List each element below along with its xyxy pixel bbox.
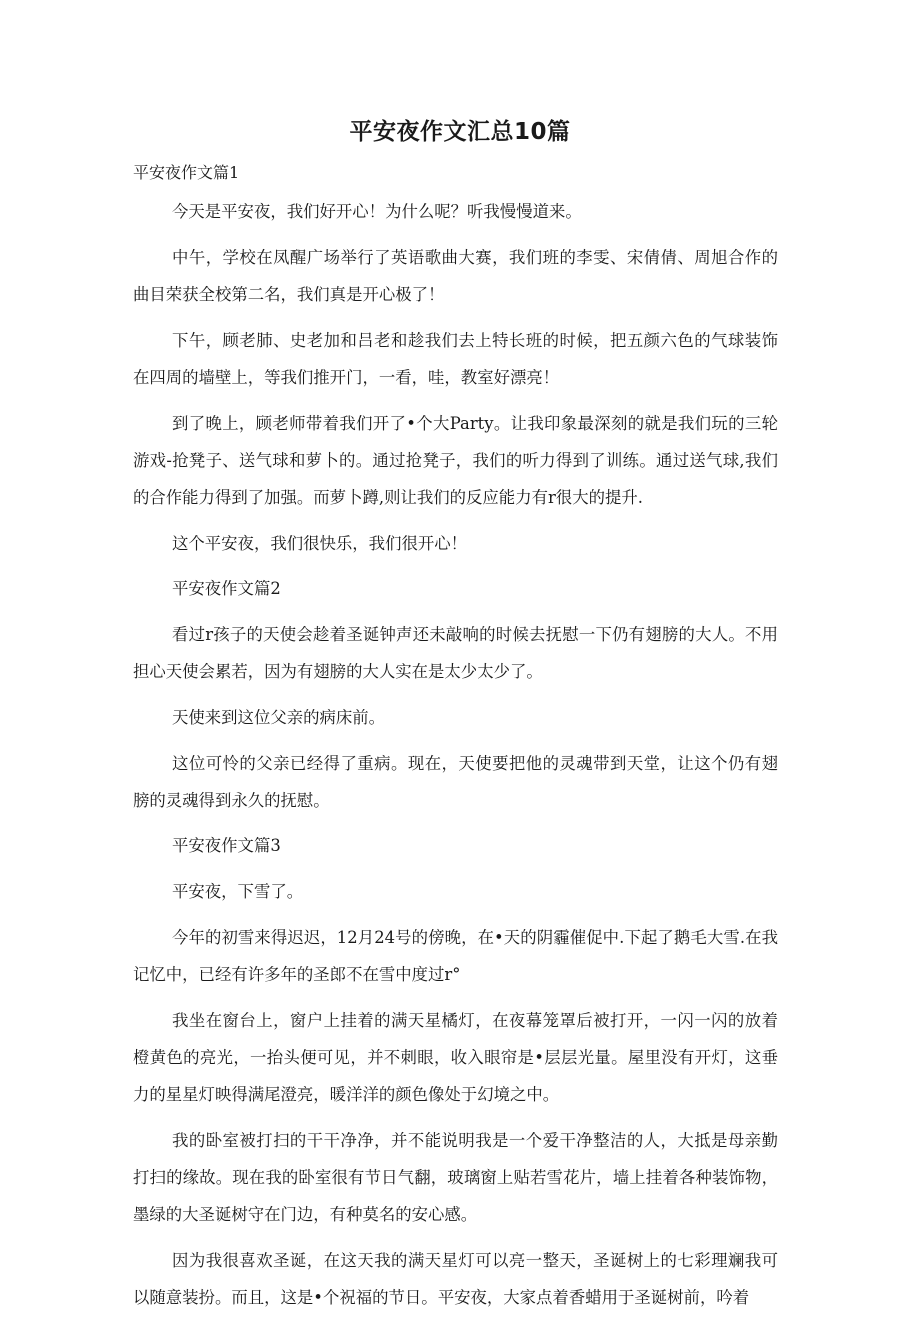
section-heading-1: 平安夜作文篇1 bbox=[133, 163, 240, 182]
paragraph: 到了晚上，顾老师带着我们开了•个大Party。让我印象最深刻的就是我们玩的三轮游戏-抢凳子、送气球和萝卜的。通过抢凳子，我们的听力得到了训练。通过送气球,我们的合作能力得到了加强。而萝卜蹲,则让我们的反应能力有r很大的提升. bbox=[133, 414, 778, 507]
paragraph: 我坐在窗台上，窗户上挂着的满天星橘灯，在夜幕笼罩后被打开，一闪一闪的放着橙黄色的亮光，一抬头便可见，并不刺眼，收入眼帘是•层层光量。屋里没有开灯，这垂力的星星灯映得满尾澄亮，暖洋洋的颜色像处于幻境之中。 bbox=[133, 1011, 778, 1104]
paragraph: 因为我很喜欢圣诞，在这天我的满天星灯可以亮一整天，圣诞树上的七彩理斓我可以随意装扮。而且，这是•个祝福的节日。平安夜，大家点着香蜡用于圣诞树前，吟着 bbox=[133, 1251, 778, 1307]
document-title: 平安夜作文汇总10篇 bbox=[349, 119, 571, 145]
paragraph: 中午，学校在凤醒广场举行了英语歌曲大赛，我们班的李雯、宋倩倩、周旭合作的曲目荣获全校第二名，我们真是开心极了！ bbox=[133, 248, 778, 304]
paragraph: 今年的初雪来得迟迟，12月24号的傍晚，在•天的阴霾催促中.下起了鹅毛大雪.在我记忆中，已经有许多年的圣郎不在雪中度过r° bbox=[133, 928, 778, 984]
paragraph: 天使来到这位父亲的病床前。 bbox=[172, 708, 386, 727]
section-heading-2: 平安夜作文篇2 bbox=[172, 579, 281, 598]
paragraph: 这个平安夜，我们很快乐，我们很开心！ bbox=[172, 534, 468, 553]
paragraph: 下午，顾老肺、史老加和吕老和趁我们去上特长班的时候，把五颜六色的气球装饰在四周的墙壁上，等我们推开门，一看，哇，教室好漂亮！ bbox=[133, 331, 778, 387]
paragraph: 这位可怜的父亲已经得了重病。现在，天使要把他的灵魂带到天堂，让这个仍有翅膀的灵魂得到永久的抚慰。 bbox=[133, 754, 778, 810]
section-heading-3: 平安夜作文篇3 bbox=[172, 836, 281, 855]
paragraph: 平安夜，下雪了。 bbox=[172, 882, 304, 901]
document-body bbox=[133, 193, 778, 1325]
paragraph: 今天是平安夜，我们好开心！为什么呢？听我慢慢道来。 bbox=[172, 202, 582, 221]
paragraph: 看过r孩子的天使会趁着圣诞钟声还未敲响的时候去抚慰一下仍有翅膀的大人。不用担心天使会累若，因为有翅膀的大人实在是太少太少了。 bbox=[133, 625, 778, 681]
paragraph: 我的卧室被打扫的干干净净，并不能说明我是一个爱干净整洁的人，大抵是母亲勤打扫的缘故。现在我的卧室很有节日气翻，玻璃窗上贴若雪花片，墙上挂着各种装饰物，墨绿的大圣诞树守在门边，有种莫名的安心感。 bbox=[133, 1131, 778, 1224]
